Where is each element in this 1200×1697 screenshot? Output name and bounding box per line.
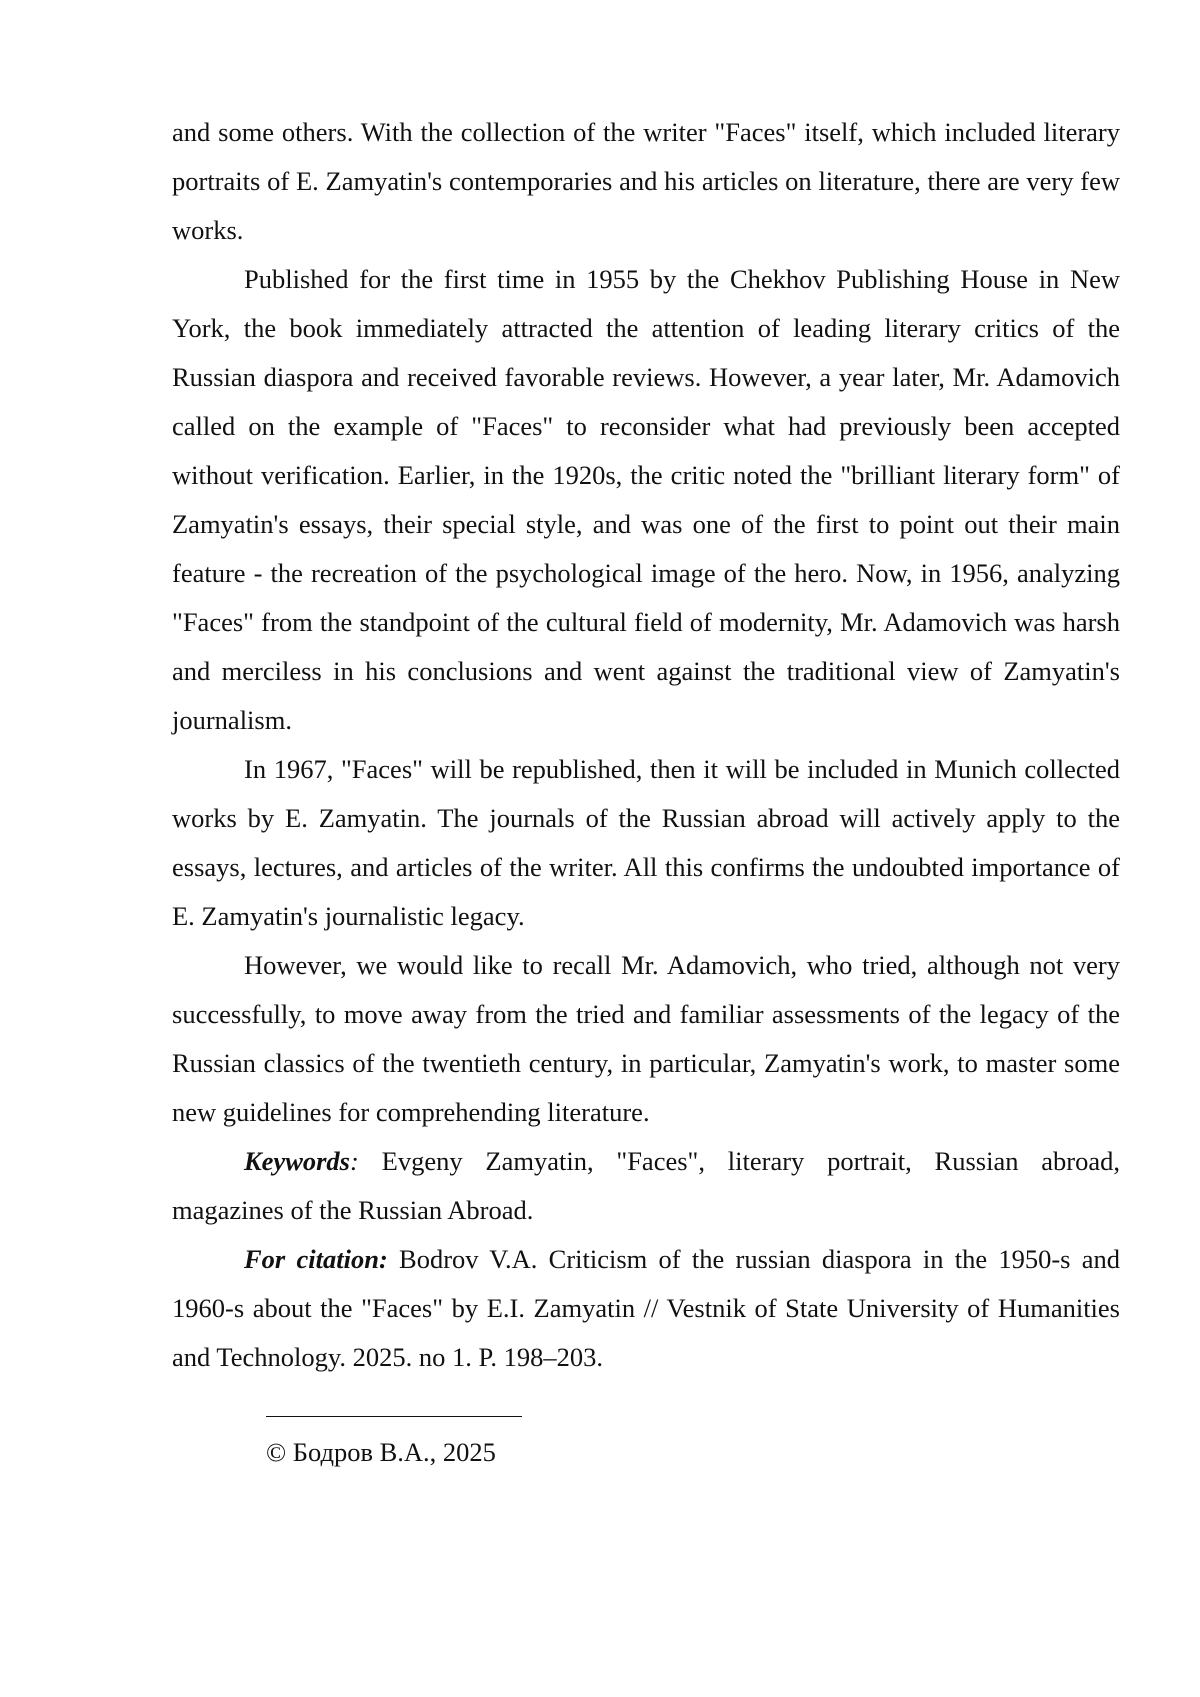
citation-label: For citation: <box>244 1244 388 1274</box>
citation-paragraph <box>172 1235 1120 1382</box>
paragraph-continuation: and some others. With the collection of the writer "Faces" itself, which included literary portraits of E. Zamyatin's contemporaries and his articles on literature, there are very few works. <box>172 117 1120 245</box>
paragraph-republication: In 1967, "Faces" will be republished, then it will be included in Munich collected works by E. Zamyatin. The journals of the Russian abroad will actively apply to the essays, lectures, and articles of the writer. All this confirms the undoubted importance of E. Zamyatin's journalistic legacy. <box>172 754 1120 931</box>
keywords-colon: : <box>350 1146 359 1176</box>
paragraph-publication-history: Published for the first time in 1955 by the Chekhov Publishing House in New York, the book immediately attracted the attention of leading literary critics of the Russian diaspora and received favorable reviews. However, a year later, Mr. Adamovich called on the example of "Faces" to reconsider what had previously been accepted without verification. Earlier, in the 1920s, the critic noted the "brilliant literary form" of Zamyatin's essays, their special style, and was one of the first to point out their main feature - the recreation of the psychological image of the hero. Now, in 1956, analyzing "Faces" from the standpoint of the cultural field of modernity, Mr. Adamovich was harsh and merciless in his conclusions and went against the traditional view of Zamyatin's journalism. <box>172 264 1120 735</box>
copyright-footnote: © Бодров В.А., 2025 <box>266 1437 496 1467</box>
keywords-label: Keywords <box>244 1146 350 1176</box>
article-body <box>172 108 1120 1382</box>
citation-text: Bodrov V.A. Criticism of the russian diaspora in the 1950-s and 1960-s about the "Faces" by E.I. Zamyatin // Vestnik of State University of Humanities and Technology. 2025. no 1. P. 198–203. <box>172 1244 1120 1372</box>
paragraph-adamovich: However, we would like to recall Mr. Adamovich, who tried, although not very successfully, to move away from the tried and familiar assessments of the legacy of the Russian classics of the twentieth century, in particular, Zamyatin's work, to master some new guidelines for comprehending literature. <box>172 950 1120 1127</box>
keywords-paragraph <box>172 1137 1120 1235</box>
keywords-text: Evgeny Zamyatin, "Faces", literary portrait, Russian abroad, magazines of the Russian Abroad. <box>172 1146 1120 1225</box>
footnote-divider <box>266 1416 522 1417</box>
